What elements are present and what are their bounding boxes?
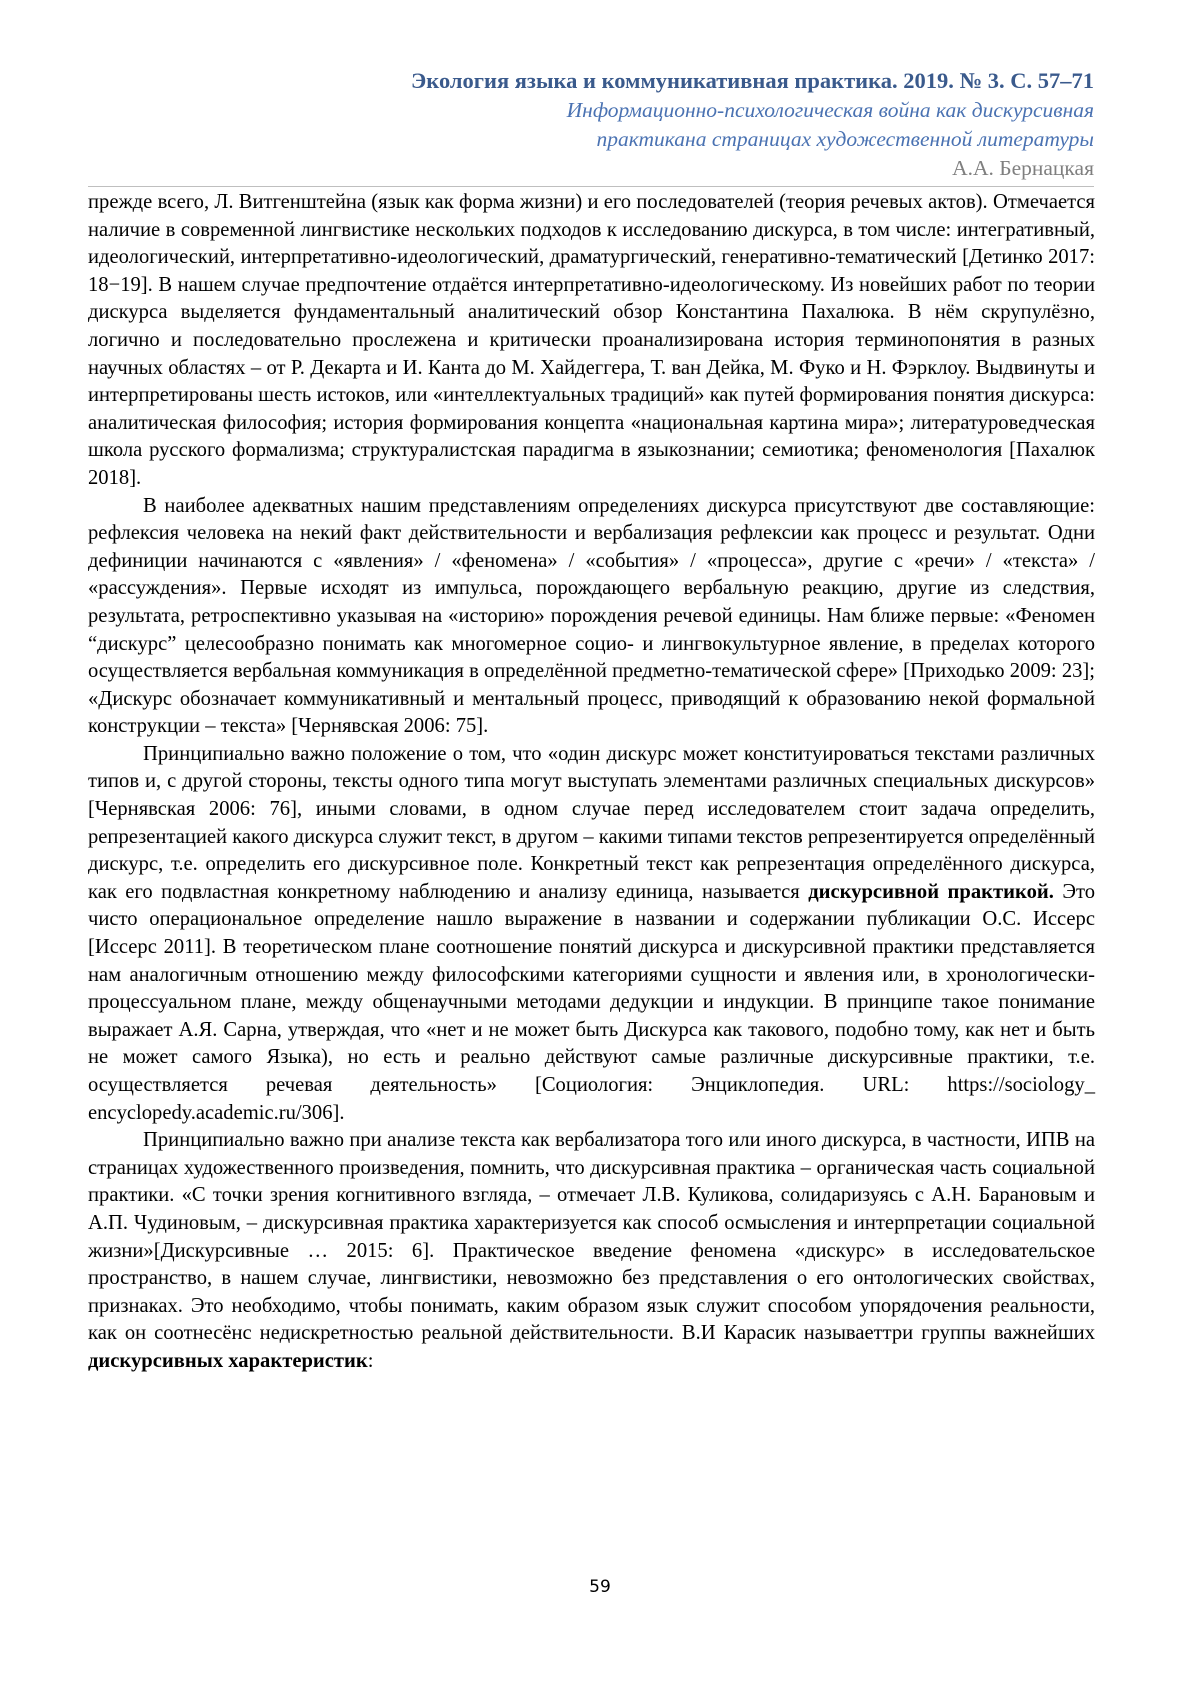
paragraph-3	[88, 741, 1095, 1127]
header-divider	[88, 186, 1094, 187]
paragraph-4-text-b: :	[367, 1349, 374, 1372]
article-body	[88, 189, 1095, 1376]
article-title-line-1: Информационно-психологическая война как дискурсивная	[566, 98, 1094, 122]
article-title-line-2: практикана страницах художественной литературы	[596, 127, 1094, 151]
paragraph-4	[88, 1127, 1095, 1375]
running-header	[294, 66, 1094, 183]
paragraph-3-text-b: Это чисто операциональное определение нашло выражение в названии и содержании публикации О.С. Иссерс [Иссерс 2011]. В теоретическом плане соотношение понятий дискурса и дискурсивной практики представляется нам аналогичным отношению между философскими категориями сущности и явления или, в хронологически-процессуальном плане, между общенаучными методами дедукции и индукции. В принципе такое понимание выражает А.Я. Сарна, утверждая, что «нет и не может быть Дискурса как такового, подобно тому, как нет и быть не может самого Языка), но есть и реально действуют самые различные дискурсивные практики, т.е. осуществляется речевая деятельность» [Социология: Энциклопедия. URL: https://sociology_ encyclopedy.academic.ru/306].	[88, 880, 1095, 1124]
paragraph-2: В наиболее адекватных нашим представлениям определениях дискурса присутствуют две составляющие: рефлексия человека на некий факт действительности и вербализация рефлексии как процесс и результат. Одни дефиниции начинаются с «явления» / «феномена» / «события» / «процесса», другие с «речи» / «текста» / «рассуждения». Первые исходят из импульса, порождающего вербальную реакцию, другие из следствия, результата, ретроспективно указывая на «историю» порождения речевой единицы. Нам ближе первые: «Феномен “дискурс” целесообразно понимать как многомерное социо- и лингвокультурное явление, в пределах которого осуществляется вербальная коммуникация в определённой предметно-тематической сфере» [Приходько 2009: 23]; «Дискурс обозначает коммуникативный и ментальный процесс, приводящий к образованию некой формальной конструкции – текста» [Чернявская 2006: 75].	[88, 494, 1095, 738]
journal-citation: Экология языка и коммуникативная практика. 2019. № 3. С. 57–71	[411, 68, 1094, 93]
paragraph-1: прежде всего, Л. Витгенштейна (язык как форма жизни) и его последователей (теория речевых актов). Отмечается наличие в современной лингвистике нескольких подходов к исследованию дискурса, в том числе: интегративный, идеологический, интерпретативно-идеологический, драматургический, генеративно-тематический [Детинко 2017: 18−19]. В нашем случае предпочтение отдаётся интерпретативно-идеологическому. Из новейших работ по теории дискурса выделяется фундаментальный аналитический обзор Константина Пахалюка. В нём скрупулёзно, логично и последовательно прослежена и критически проанализирована история терминопонятия в разных научных областях – от Р. Декарта и И. Канта до М. Хайдеггера, Т. ван Дейка, М. Фуко и Н. Фэрклоу. Выдвинуты и интерпретированы шесть истоков, или «интеллектуальных традиций» как путей формирования понятия дискурса: аналитическая философия; история формирования концепта «национальная картина мира»; литературоведческая школа русского формализма; структуралистская парадигма в языкознании; семиотика; феноменология [Пахалюк 2018].	[88, 191, 1095, 489]
article-author: А.А. Бернацкая	[952, 156, 1094, 180]
term-discursive-characteristics: дискурсивных характеристик	[88, 1349, 368, 1372]
term-discursive-practice: дискурсивной практикой.	[808, 880, 1054, 903]
paragraph-4-text-a: Принципиально важно при анализе текста как вербализатора того или иного дискурса, в частности, ИПВ на страницах художественного произведения, помнить, что дискурсивная практика – органическая часть социальной практики. «С точки зрения когнитивного взгляда, – отмечает Л.В. Куликова, солидаризуясь с А.Н. Барановым и А.П. Чудиновым, – дискурсивная практика характеризуется как способ осмысления и интерпретации социальной жизни»[Дискурсивные … 2015: 6]. Практическое введение феномена «дискурс» в исследовательское пространство, в нашем случае, лингвистики, невозможно без представления о его онтологических свойствах, признаках. Это необходимо, чтобы понимать, каким образом язык служит способом упорядочения реальности, как он соотнесёнс недискретностью реальной действительности. В.И Карасик называеттри группы важнейших	[88, 1129, 1095, 1345]
paragraph-3-text-a: Принципиально важно положение о том, что «один дискурс может конституироваться текстами различных типов и, с другой стороны, тексты одного типа могут выступать элементами различных специальных дискурсов» [Чернявская 2006: 76], иными словами, в одном случае перед исследователем стоит задача определить, репрезентацией какого дискурса служит текст, в другом – какими типами текстов репрезентируется определённый дискурс, т.е. определить его дискурсивное поле. Конкретный текст как репрезентация определённого дискурса, как его подвластная конкретному наблюдению и анализу единица, называется	[88, 742, 1095, 903]
page-number: 59	[589, 1577, 611, 1597]
